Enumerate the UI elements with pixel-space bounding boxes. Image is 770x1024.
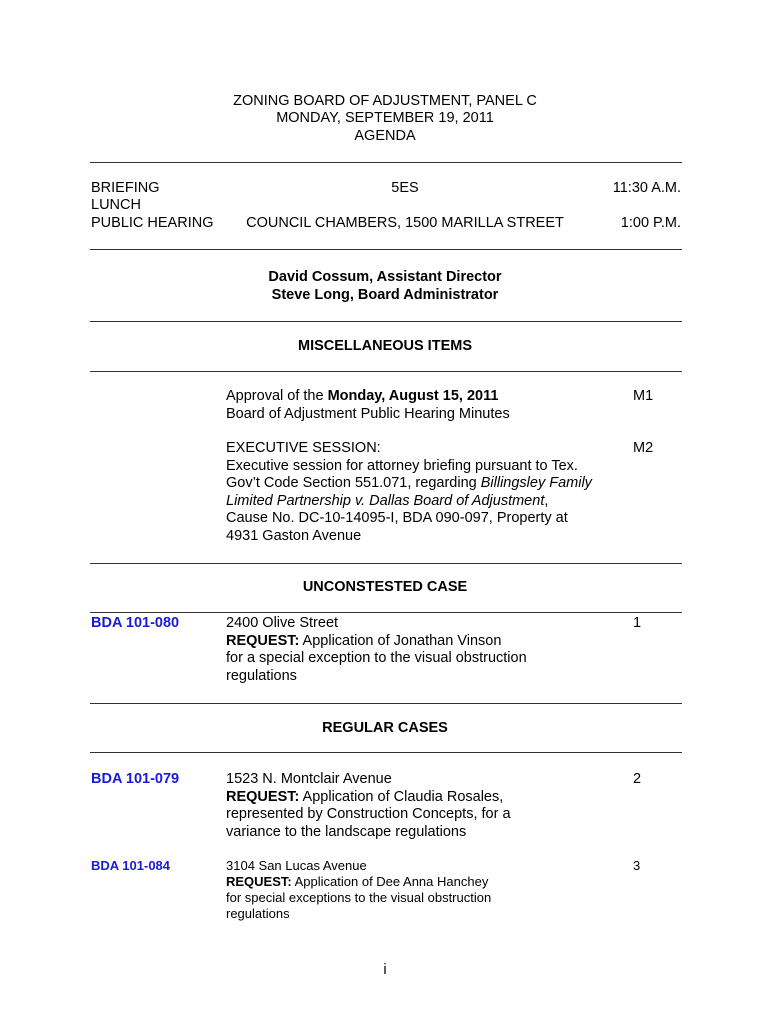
case-address: 1523 N. Montclair Avenue (226, 771, 392, 787)
schedule-place-briefing: 5ES (391, 180, 419, 196)
case-number-2: 2 (633, 771, 642, 787)
schedule-label-public-hearing: PUBLIC HEARING (91, 215, 214, 231)
schedule-time-public-hearing: 1:00 P.M. (620, 215, 681, 231)
title-line-1: ZONING BOARD OF ADJUSTMENT, PANEL C (233, 93, 537, 109)
section-title-regular: REGULAR CASES (322, 720, 448, 736)
case-link-bda-101-079[interactable]: BDA 101-079 (91, 771, 180, 787)
title-date: MONDAY, SEPTEMBER 19, 2011 (276, 110, 494, 126)
divider (90, 162, 682, 163)
divider (90, 563, 682, 564)
case-request-line (226, 633, 626, 651)
m2-line-1: Executive session for attorney briefing pursuant to Tex. (226, 457, 578, 474)
divider (90, 321, 682, 322)
case-request-line-2: represented by Construction Concepts, for a (226, 806, 511, 822)
m1-date: Monday, August 15, 2011 (327, 388, 499, 404)
request-text: Application of Dee Anna Hanchey (291, 874, 489, 889)
m2-number: M2 (633, 440, 654, 456)
case-link-bda-101-084[interactable]: BDA 101-084 (91, 858, 171, 873)
m2-line-5: 4931 Gaston Avenue (226, 527, 362, 544)
m2-line-2-pre: Gov’t Code Section 551.071, regarding (226, 475, 481, 491)
m1-line-2: Board of Adjustment Public Hearing Minutes (226, 405, 510, 422)
schedule-label-lunch: LUNCH (91, 197, 141, 213)
case-request-line-2: for special exceptions to the visual obstruction (226, 890, 492, 905)
schedule-time-briefing: 11:30 A.M. (612, 180, 681, 196)
divider (90, 612, 682, 613)
case-request-line-3: variance to the landscape regulations (226, 823, 467, 840)
case-request-line-2: for a special exception to the visual obstruction (226, 650, 527, 666)
case-request-line (226, 789, 626, 807)
m1-number: M1 (633, 388, 654, 404)
request-label: REQUEST: (226, 874, 292, 889)
case-request-line-3: regulations (226, 906, 290, 921)
m1-line-1 (226, 388, 626, 406)
m2-title: EXECUTIVE SESSION: (226, 440, 381, 456)
page-number: i (383, 962, 387, 978)
m2-line-3 (226, 493, 636, 511)
request-label: REQUEST: (226, 788, 300, 805)
m1-text (226, 388, 626, 423)
m1-pre: Approval of the (226, 388, 328, 404)
title-agenda: AGENDA (354, 128, 416, 144)
divider (90, 371, 682, 372)
m2-line-2 (226, 475, 636, 493)
case-request-line-3: regulations (226, 667, 297, 684)
case-address: 2400 Olive Street (226, 615, 339, 631)
case-address: 3104 San Lucas Avenue (226, 858, 367, 873)
divider (90, 752, 682, 753)
case-link-bda-101-080[interactable]: BDA 101-080 (91, 615, 180, 631)
staff-line-1: David Cossum, Assistant Director (268, 269, 502, 285)
section-title-unconstested: UNCONSTESTED CASE (302, 579, 468, 595)
case-text-bda-101-080 (226, 615, 626, 685)
divider (90, 703, 682, 704)
schedule-place-public-hearing: COUNCIL CHAMBERS, 1500 MARILLA STREET (246, 215, 564, 231)
m2-line-3-post: , (544, 492, 549, 509)
case-number-3: 3 (633, 858, 641, 873)
request-label: REQUEST: (226, 632, 300, 649)
case-number-1: 1 (633, 615, 642, 631)
staff-line-2: Steve Long, Board Administrator (271, 287, 499, 303)
case-text-bda-101-079 (226, 771, 626, 841)
m2-line-4: Cause No. DC-10-14095-I, BDA 090-097, Property at (226, 510, 568, 526)
m2-line-2-italic: Billingsley Family (480, 475, 592, 491)
schedule-label-briefing: BRIEFING (91, 180, 160, 196)
divider (90, 249, 682, 250)
request-text: Application of Jonathan Vinson (299, 632, 502, 649)
request-text: Application of Claudia Rosales, (299, 788, 504, 805)
m2-line-3-italic: Limited Partnership v. Dallas Board of Adjustment (226, 492, 545, 509)
m2-text (226, 440, 636, 545)
case-text-bda-101-084 (226, 858, 626, 922)
case-request-line (226, 874, 626, 890)
section-title-misc: MISCELLANEOUS ITEMS (297, 338, 472, 354)
